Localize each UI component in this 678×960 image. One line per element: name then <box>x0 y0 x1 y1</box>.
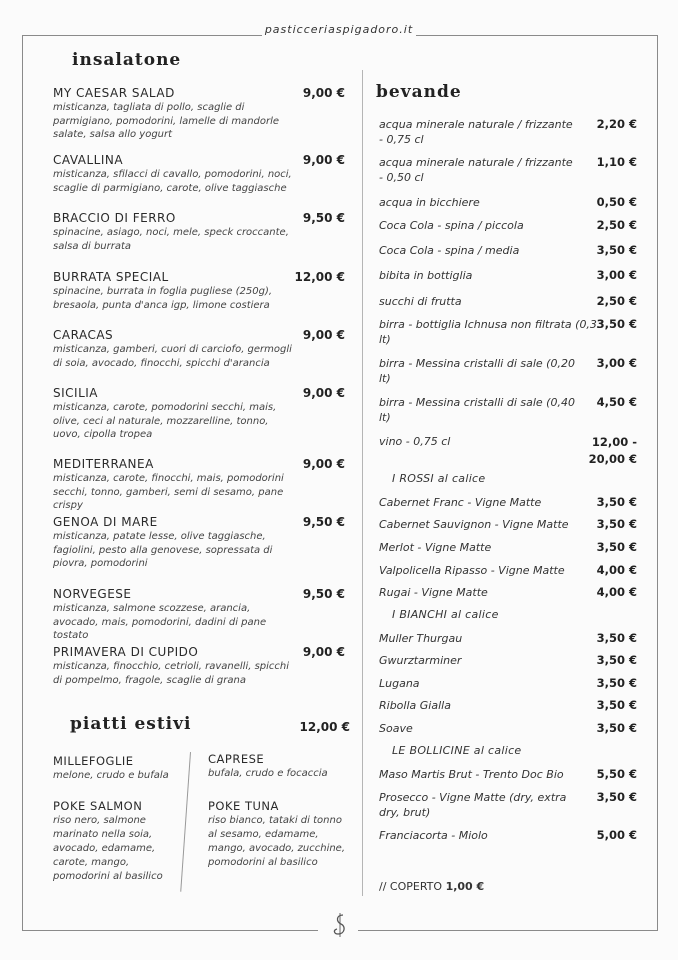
wine-name: Rugai - Vigne Matte <box>379 586 488 599</box>
wine-name: Prosecco - Vigne Matte (dry, extra dry, brut) <box>379 791 567 819</box>
item-name: BRACCIO DI FERRO <box>53 211 176 225</box>
wine-price: 3,50 € <box>596 653 637 667</box>
menu-item <box>53 515 353 571</box>
item-price: 9,50 € <box>302 211 345 225</box>
item-price: 9,00 € <box>302 86 345 100</box>
drink-item <box>379 317 637 347</box>
column-divider <box>362 70 363 896</box>
drink-item <box>379 294 637 309</box>
wine-price: 3,50 € <box>596 698 637 712</box>
drink-price: 0,50 € <box>596 195 637 209</box>
drink-name: vino - 0,75 cl <box>379 435 451 448</box>
drink-price: 1,10 € <box>596 155 637 169</box>
wine-item <box>379 721 637 736</box>
wine-price: 3,50 € <box>596 495 637 509</box>
item-description: melone, crudo e bufala <box>53 770 169 781</box>
wine-item <box>379 631 637 646</box>
drink-price: 2,50 € <box>596 294 637 308</box>
wine-name: Cabernet Franc - Vigne Matte <box>379 496 542 509</box>
wine-price: 3,50 € <box>596 676 637 690</box>
frame-bottom-right <box>358 930 658 931</box>
piatti-estivi-title: piatti estivi <box>70 714 192 734</box>
wine-item <box>379 540 637 555</box>
item-name: MILLEFOGLIE <box>53 754 134 768</box>
monogram-logo-icon <box>328 912 352 938</box>
drink-name: birra - bottiglia Ichnusa non filtrata (0,33 lt) <box>379 318 604 346</box>
drink-item <box>379 218 637 233</box>
item-price: 9,50 € <box>302 515 345 529</box>
menu-item <box>53 587 353 643</box>
item-description: misticanza, salmone scozzese, arancia, avocado, mais, pomodorini, dadini di pane tostato <box>53 603 267 641</box>
item-price: 9,00 € <box>302 645 345 659</box>
coperto-line <box>379 880 484 893</box>
drink-price: 12,00 - 20,00 € <box>588 435 637 466</box>
wine-item <box>379 790 637 820</box>
menu-item <box>53 86 353 142</box>
item-price: 9,50 € <box>302 587 345 601</box>
wine-name: Merlot - Vigne Matte <box>379 541 492 554</box>
site-url: pasticceriaspigadoro.it <box>264 23 414 36</box>
frame-bottom-left <box>22 930 318 931</box>
item-description: misticanza, carote, finocchi, mais, pomodorini secchi, tonno, gamberi, semi di sesamo, pane crispy <box>53 473 284 511</box>
drink-item <box>379 155 637 185</box>
item-description: misticanza, sfilacci di cavallo, pomodorini, noci, scaglie di parmigiano, carote, olive taggiasche <box>53 169 292 194</box>
bevande-title: bevande <box>376 82 462 102</box>
item-name: PRIMAVERA DI CUPIDO <box>53 645 199 659</box>
item-description: misticanza, carote, pomodorini secchi, mais, olive, ceci al naturale, mozzarelline, tonno, uovo, cipolla tropea <box>53 402 277 440</box>
bollicine-heading: LE BOLLICINE al calice <box>392 744 522 757</box>
wine-item <box>379 698 637 713</box>
insalatone-title: insalatone <box>72 50 182 70</box>
wine-name: Muller Thurgau <box>379 632 463 645</box>
menu-item <box>53 645 353 687</box>
item-name: POKE TUNA <box>208 799 279 813</box>
drink-name: birra - Messina cristalli di sale (0,20 lt) <box>379 357 575 385</box>
piatto-item <box>208 752 348 781</box>
drink-price: 3,00 € <box>596 268 637 282</box>
frame-top-left <box>22 35 262 36</box>
item-description: misticanza, finocchio, cetrioli, ravanelli, spicchi di pompelmo, fragole, scaglie di grana <box>53 661 290 686</box>
wine-price: 3,50 € <box>596 540 637 554</box>
wine-item <box>379 828 637 843</box>
wine-name: Soave <box>379 722 413 735</box>
coperto-label: // COPERTO <box>379 880 443 893</box>
wine-item <box>379 517 637 532</box>
item-price: 12,00 € <box>294 270 345 284</box>
piatto-item <box>53 754 193 783</box>
wine-item <box>379 495 637 510</box>
item-name: CARACAS <box>53 328 114 342</box>
drink-name: bibita in bottiglia <box>379 269 473 282</box>
item-description: bufala, crudo e focaccia <box>208 768 328 779</box>
wine-item <box>379 653 637 668</box>
item-description: misticanza, tagliata di pollo, scaglie di parmigiano, pomodorini, lamelle di mandorle salate, salsa allo yogurt <box>53 102 280 140</box>
coperto-price: 1,00 € <box>445 880 485 893</box>
wine-price: 5,00 € <box>596 828 637 842</box>
wine-price: 5,50 € <box>596 767 637 781</box>
bianchi-heading: I BIANCHI al calice <box>392 608 499 621</box>
wine-price: 4,00 € <box>596 563 637 577</box>
piatto-item <box>53 799 178 884</box>
item-description: misticanza, gamberi, cuori di carciofo, germogli di soia, avocado, finocchi, spicchi d'arancia <box>53 344 292 369</box>
drink-item <box>379 195 637 210</box>
wine-price: 3,50 € <box>596 721 637 735</box>
item-price: 9,00 € <box>302 328 345 342</box>
frame-left <box>22 35 23 930</box>
item-description: riso bianco, tataki di tonno al sesamo, edamame, mango, avocado, zucchine, pomodorini al basilico <box>208 815 346 868</box>
item-name: SICILIA <box>53 386 99 400</box>
wine-name: Maso Martis Brut - Trento Doc Bio <box>379 768 564 781</box>
drink-name: succhi di frutta <box>379 295 462 308</box>
menu-item <box>53 457 353 513</box>
item-name: MY CAESAR SALAD <box>53 86 175 100</box>
drink-price: 3,50 € <box>596 317 637 331</box>
item-name: CAPRESE <box>208 752 265 766</box>
drink-price: 2,50 € <box>596 218 637 232</box>
drink-price: 2,20 € <box>596 117 637 131</box>
wine-name: Gwurztarminer <box>379 654 462 667</box>
item-description: misticanza, patate lesse, olive taggiasche, fagiolini, pesto alla genovese, sopressata di piovra, pomodorini <box>53 531 273 569</box>
drink-item <box>379 268 637 283</box>
drink-name: birra - Messina cristalli di sale (0,40 lt) <box>379 396 575 424</box>
item-description: spinacine, burrata in foglia pugliese (250g), bresaola, punta d'anca igp, limone costiera <box>53 286 273 311</box>
drink-price: 3,00 € <box>596 356 637 370</box>
menu-item <box>53 270 353 312</box>
drink-item <box>379 117 637 147</box>
rossi-heading: I ROSSI al calice <box>392 472 486 485</box>
drink-item <box>379 243 637 258</box>
item-description: spinacine, asiago, noci, mele, speck croccante, salsa di burrata <box>53 227 289 252</box>
drink-price: 4,50 € <box>596 395 637 409</box>
menu-item <box>53 211 353 253</box>
item-price: 9,00 € <box>302 153 345 167</box>
wine-price: 3,50 € <box>596 517 637 531</box>
drink-item <box>379 434 637 466</box>
wine-price: 3,50 € <box>596 790 637 804</box>
item-price: 9,00 € <box>302 386 345 400</box>
wine-item <box>379 676 637 691</box>
wine-name: Franciacorta - Miolo <box>379 829 488 842</box>
drink-item <box>379 356 637 386</box>
wine-item <box>379 767 637 782</box>
item-name: MEDITERRANEA <box>53 457 154 471</box>
drink-name: acqua in bicchiere <box>379 196 480 209</box>
piatti-estivi-price: 12,00 € <box>299 720 350 734</box>
menu-item <box>53 153 353 195</box>
menu-item <box>53 328 353 370</box>
item-name: CAVALLINA <box>53 153 124 167</box>
wine-price: 4,00 € <box>596 585 637 599</box>
drink-price: 3,50 € <box>596 243 637 257</box>
drink-name: Coca Cola - spina / piccola <box>379 219 524 232</box>
wine-price: 3,50 € <box>596 631 637 645</box>
frame-top-right <box>416 35 658 36</box>
frame-right <box>657 35 658 930</box>
menu-item <box>53 386 353 442</box>
wine-name: Cabernet Sauvignon - Vigne Matte <box>379 518 569 531</box>
drink-name: acqua minerale naturale / frizzante - 0,75 cl <box>379 118 573 146</box>
drink-item <box>379 395 637 425</box>
item-name: GENOA DI MARE <box>53 515 158 529</box>
wine-name: Valpolicella Ripasso - Vigne Matte <box>379 564 565 577</box>
drink-name: acqua minerale naturale / frizzante - 0,50 cl <box>379 156 573 184</box>
item-name: BURRATA SPECIAL <box>53 270 169 284</box>
piatto-item <box>208 799 348 870</box>
wine-name: Lugana <box>379 677 420 690</box>
item-name: NORVEGESE <box>53 587 132 601</box>
item-price: 9,00 € <box>302 457 345 471</box>
wine-name: Ribolla Gialla <box>379 699 451 712</box>
item-description: riso nero, salmone marinato nella soia, avocado, edamame, carote, mango, pomodorini al basilico <box>53 815 163 882</box>
wine-item <box>379 585 637 600</box>
wine-item <box>379 563 637 578</box>
drink-name: Coca Cola - spina / media <box>379 244 520 257</box>
item-name: POKE SALMON <box>53 799 143 813</box>
